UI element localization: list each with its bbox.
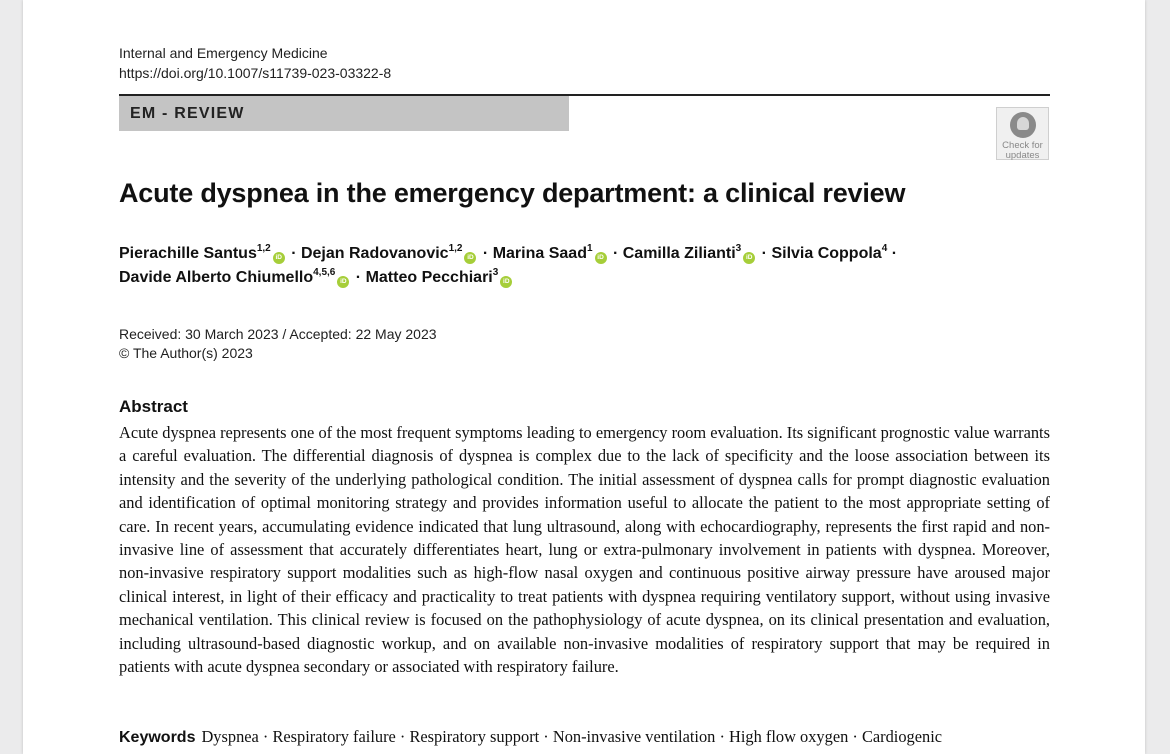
publication-dates — [119, 325, 437, 363]
article-title: Acute dyspnea in the emergency department: a clinical review — [119, 178, 906, 208]
author-item — [623, 245, 772, 262]
orcid-icon[interactable]: iD — [743, 252, 755, 264]
author-name[interactable]: Marina Saad — [492, 245, 587, 262]
author-affiliation: 4,5,6 — [313, 267, 336, 278]
author-name[interactable]: Pierachille Santus — [119, 245, 257, 262]
paper-page — [23, 0, 1145, 754]
author-item — [366, 269, 515, 286]
author-separator: · — [887, 245, 898, 262]
author-item — [119, 269, 366, 286]
orcid-icon[interactable]: iD — [595, 252, 607, 264]
update-check-icon — [1010, 112, 1036, 138]
doi-link[interactable]: https://doi.org/10.1007/s11739-023-03322-8 — [119, 65, 392, 81]
copyright-notice: © The Author(s) 2023 — [119, 345, 253, 361]
author-affiliation: 1,2 — [256, 243, 271, 254]
orcid-icon[interactable]: iD — [464, 252, 476, 264]
author-affiliation: 1 — [586, 243, 593, 254]
orcid-icon[interactable]: iD — [337, 276, 349, 288]
abstract-text: Acute dyspnea represents one of the most frequent symptoms leading to emergency room evaluation. Its significant prognostic value warrants a careful evaluation. The differential diagnosis of dyspnea is complex due to the lack of specificity and the loose association between its intensity and the severity of the underlying pathological condition. The initial assessment of dyspnea calls for prompt diagnostic evaluation and identification of optimal monitoring strategy and provides information useful to allocate the patient to the most appropriate setting of care. In recent years, accumulating evidence indicated that lung ultrasound, along with echocardiography, represents the first rapid and non-invasive line of assessment that accurately differentiates heart, lung or extra-pulmonary involvement in patients with dyspnea. Moreover, non-invasive respiratory support modalities such as high-flow nasal oxygen and continuous positive airway pressure have aroused major clinical interest, in light of their efficacy and practicality to treat patients with dyspnea requiring ventilatory support, without using invasive mechanical ventilation. This clinical review is focused on the pathophysiology of acute dyspnea, on its clinical presentation and evaluation, including ultrasound-based diagnostic workup, and on available non-invasive modalities of respiratory support that may be required in patients with acute dyspnea secondary or associated with respiratory failure. — [119, 423, 1050, 677]
author-affiliation: 1,2 — [448, 243, 463, 254]
author-separator: · — [757, 245, 772, 262]
author-list — [119, 242, 1019, 290]
author-affiliation: 3 — [492, 267, 499, 278]
author-separator: · — [478, 245, 493, 262]
article-category: EM - REVIEW — [119, 96, 569, 131]
author-separator: · — [286, 245, 301, 262]
check-for-updates-badge[interactable] — [996, 107, 1049, 160]
orcid-icon[interactable]: iD — [500, 276, 512, 288]
received-accepted-date: Received: 30 March 2023 / Accepted: 22 May 2023 — [119, 326, 437, 342]
author-name[interactable]: Dejan Radovanovic — [300, 245, 449, 262]
author-separator: · — [351, 269, 366, 286]
author-item — [493, 245, 623, 262]
journal-header — [119, 43, 391, 83]
author-name[interactable]: Camilla Zilianti — [622, 245, 736, 262]
orcid-icon[interactable]: iD — [273, 252, 285, 264]
author-item — [771, 245, 897, 262]
author-separator: · — [608, 245, 623, 262]
journal-name: Internal and Emergency Medicine — [119, 45, 328, 61]
author-name[interactable]: Silvia Coppola — [771, 245, 882, 262]
check-updates-line2: updates — [1005, 150, 1040, 161]
author-item — [119, 245, 301, 262]
author-name[interactable]: Davide Alberto Chiumello — [119, 269, 314, 286]
keywords-list: Dyspnea · Respiratory failure · Respiratory support · Non-invasive ventilation · High flow oxygen · Cardiogenic — [201, 727, 943, 746]
author-affiliation: 3 — [735, 243, 742, 254]
author-name[interactable]: Matteo Pecchiari — [365, 269, 493, 286]
check-updates-line1: Check for — [1002, 140, 1043, 151]
keywords-heading: Keywords — [119, 729, 196, 746]
keywords-line — [119, 727, 942, 747]
abstract-heading: Abstract — [119, 397, 188, 416]
author-affiliation: 4 — [881, 243, 888, 254]
author-item — [301, 245, 493, 262]
